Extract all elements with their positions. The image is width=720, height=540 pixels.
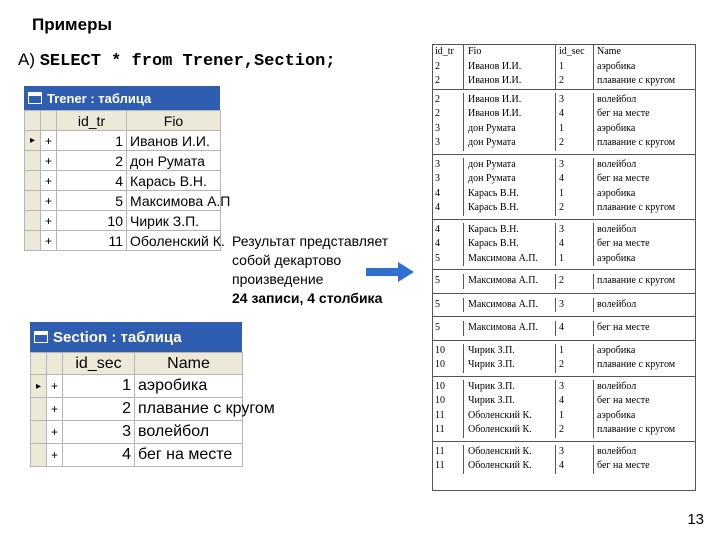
expand-plus-icon[interactable]: +: [41, 231, 57, 251]
result-row: [432, 321, 696, 336]
result-group: [432, 341, 696, 377]
cell-id-tr[interactable]: 11: [57, 231, 127, 251]
result-cell: плавание с кругом: [597, 424, 676, 435]
query-code: SELECT * from Trener,Section;: [39, 52, 336, 71]
cell-fio[interactable]: Иванов И.И.: [127, 131, 221, 151]
result-cell: id_sec: [556, 45, 594, 60]
result-cell: Оболенский К.: [464, 409, 556, 424]
result-cell: 1: [556, 252, 594, 267]
result-row: [432, 158, 696, 173]
result-cell: 11: [432, 423, 464, 438]
section-grid: [30, 352, 275, 467]
result-group: [432, 317, 696, 341]
result-cell: 3: [556, 445, 594, 460]
result-cell: 1: [556, 60, 594, 75]
result-row: [432, 107, 696, 122]
sql-query: [18, 50, 336, 71]
result-cell: 3: [556, 93, 594, 108]
result-cell: аэробика: [597, 344, 636, 356]
result-cell: Максимова А.П.: [464, 274, 556, 289]
note-line-bold: 24 записи, 4 столбика: [232, 290, 383, 306]
result-group: [432, 270, 696, 294]
query-label: A): [18, 50, 35, 69]
column-header-name[interactable]: Name: [135, 353, 243, 375]
cell-fio[interactable]: Максимова А.П: [127, 191, 221, 211]
cartesian-result-table: [432, 44, 696, 477]
result-row: [432, 223, 696, 238]
result-cell: 4: [556, 237, 594, 252]
trener-table-window: [24, 86, 231, 251]
table-row[interactable]: [25, 231, 221, 251]
result-cell: Чирик З.П.: [464, 344, 556, 359]
result-cell: аэробика: [597, 252, 636, 264]
result-row: [432, 423, 696, 438]
result-row: [432, 93, 696, 108]
result-cell: 1: [556, 187, 594, 202]
result-cell: 5: [432, 298, 464, 313]
result-cell: плавание с кругом: [597, 359, 676, 370]
result-cell: 4: [556, 459, 594, 474]
cell-name[interactable]: бег на месте: [135, 444, 243, 467]
result-cell: 3: [556, 380, 594, 395]
table-row[interactable]: [25, 191, 221, 211]
table-row[interactable]: [31, 421, 243, 444]
result-cell: волейбол: [597, 380, 637, 392]
result-row: [432, 298, 696, 313]
result-row: [432, 358, 696, 373]
trener-window-title: Trener : таблица: [47, 90, 152, 106]
result-row: [432, 459, 696, 474]
table-row[interactable]: [31, 398, 243, 421]
table-icon: [34, 331, 48, 343]
result-row: [432, 136, 696, 151]
result-cell: бег на месте: [597, 460, 650, 471]
result-cell: Иванов И.И.: [464, 60, 556, 75]
result-cell: Оболенский К.: [464, 445, 556, 460]
result-group: [432, 44, 696, 90]
result-cell: 3: [556, 298, 594, 313]
column-header-id-sec[interactable]: id_sec: [63, 353, 135, 375]
result-row: [432, 252, 696, 267]
result-cell: 2: [556, 274, 594, 289]
result-row: [432, 172, 696, 187]
row-selector-icon[interactable]: [25, 171, 41, 191]
result-cell: бег на месте: [597, 322, 650, 333]
column-header-fio[interactable]: Fio: [127, 111, 221, 131]
result-cell: Максимова А.П.: [464, 321, 556, 336]
result-cell: бег на месте: [597, 238, 650, 249]
table-row[interactable]: [31, 375, 243, 398]
grid-expand-header: [41, 111, 57, 131]
expand-plus-icon[interactable]: +: [47, 398, 63, 421]
result-group: [432, 90, 696, 155]
expand-plus-icon[interactable]: +: [47, 444, 63, 467]
table-row[interactable]: [25, 151, 221, 171]
expand-plus-icon[interactable]: +: [41, 151, 57, 171]
result-cell: 4: [556, 321, 594, 336]
table-row[interactable]: [25, 171, 221, 191]
row-selector-icon[interactable]: [25, 231, 41, 251]
cell-id-tr[interactable]: 1: [57, 131, 127, 151]
cell-id-sec[interactable]: 3: [63, 421, 135, 444]
result-cell: плавание с кругом: [597, 202, 676, 213]
result-cell: 4: [432, 201, 464, 216]
result-cell: волейбол: [597, 298, 637, 310]
result-row: [432, 74, 696, 89]
cell-id-sec[interactable]: 1: [63, 375, 135, 398]
column-header-id-tr[interactable]: id_tr: [57, 111, 127, 131]
cell-id-sec[interactable]: 4: [63, 444, 135, 467]
section-table-window: [30, 322, 275, 467]
result-cell: 4: [432, 187, 464, 202]
result-group: [432, 294, 696, 318]
cell-name[interactable]: волейбол: [135, 421, 243, 444]
result-cell: бег на месте: [597, 173, 650, 184]
result-cell: 1: [556, 122, 594, 137]
cell-name[interactable]: плавание с кругом: [135, 398, 243, 421]
cell-id-tr[interactable]: 2: [57, 151, 127, 171]
result-cell: Оболенский К.: [464, 459, 556, 474]
result-cell: бег на месте: [597, 108, 650, 119]
cell-fio[interactable]: Чирик З.П.: [127, 211, 221, 231]
result-cell: 5: [432, 252, 464, 267]
result-row: [432, 122, 696, 137]
expand-plus-icon[interactable]: +: [47, 375, 63, 398]
cell-fio[interactable]: Карась В.Н.: [127, 171, 221, 191]
cell-name[interactable]: аэробика: [135, 375, 243, 398]
result-cell: Чирик З.П.: [464, 380, 556, 395]
result-cell: Fio: [464, 45, 556, 60]
result-header-row: [432, 45, 696, 60]
result-cell: Иванов И.И.: [464, 93, 556, 108]
grid-corner[interactable]: [25, 111, 41, 131]
result-cell: 3: [432, 136, 464, 151]
result-row: [432, 344, 696, 359]
result-cell: волейбол: [597, 223, 637, 235]
result-cell: аэробика: [597, 60, 636, 72]
result-group: [432, 155, 696, 220]
result-cell: 3: [556, 223, 594, 238]
grid-expand-header: [47, 353, 63, 375]
result-cell: плавание с кругом: [597, 275, 676, 286]
row-selector-icon[interactable]: [31, 398, 47, 421]
result-cell: 4: [556, 394, 594, 409]
row-selector-icon[interactable]: ▸: [25, 131, 41, 151]
result-row: [432, 60, 696, 75]
result-cell: плавание с кругом: [597, 75, 676, 86]
result-cell: 2: [556, 358, 594, 373]
result-cell: 2: [556, 136, 594, 151]
expand-plus-icon[interactable]: +: [41, 131, 57, 151]
result-cell: 2: [556, 423, 594, 438]
result-cell: 2: [432, 107, 464, 122]
result-cell: Name: [597, 46, 621, 57]
result-row: [432, 187, 696, 202]
result-cell: Оболенский К.: [464, 423, 556, 438]
expand-plus-icon[interactable]: +: [41, 191, 57, 211]
result-cell: Иванов И.И.: [464, 107, 556, 122]
result-cell: Карась В.Н.: [464, 201, 556, 216]
result-cell: бег на месте: [597, 395, 650, 406]
result-cell: 3: [432, 172, 464, 187]
result-cell: плавание с кругом: [597, 137, 676, 148]
result-cell: дон Румата: [464, 136, 556, 151]
result-cell: 10: [432, 344, 464, 359]
result-cell: 4: [432, 223, 464, 238]
result-cell: Карась В.Н.: [464, 187, 556, 202]
result-cell: 11: [432, 445, 464, 460]
result-cell: дон Румата: [464, 158, 556, 173]
grid-corner[interactable]: [31, 353, 47, 375]
result-cell: аэробика: [597, 187, 636, 199]
result-cell: 3: [556, 158, 594, 173]
cell-id-sec[interactable]: 2: [63, 398, 135, 421]
result-cell: аэробика: [597, 122, 636, 134]
result-cell: дон Румата: [464, 172, 556, 187]
result-cell: 3: [432, 158, 464, 173]
result-cell: волейбол: [597, 445, 637, 457]
result-row: [432, 380, 696, 395]
result-cell: волейбол: [597, 158, 637, 170]
result-cell: Максимова А.П.: [464, 252, 556, 267]
result-row: [432, 201, 696, 216]
result-cell: 10: [432, 358, 464, 373]
result-row: [432, 409, 696, 424]
section-window-title: Section : таблица: [53, 328, 182, 346]
cell-id-tr[interactable]: 4: [57, 171, 127, 191]
result-cell: 1: [556, 409, 594, 424]
page-number: 13: [687, 511, 704, 528]
table-icon: [28, 92, 42, 104]
cell-fio[interactable]: дон Румата: [127, 151, 221, 171]
result-row: [432, 445, 696, 460]
result-cell: 2: [432, 93, 464, 108]
result-row: [432, 394, 696, 409]
result-cell: 10: [432, 394, 464, 409]
result-cell: Иванов И.И.: [464, 74, 556, 89]
result-cell: id_tr: [432, 45, 464, 60]
result-row: [432, 274, 696, 289]
right-arrow-icon: [366, 262, 414, 282]
cell-id-tr[interactable]: 10: [57, 211, 127, 231]
expand-plus-icon[interactable]: +: [41, 211, 57, 231]
result-cell: Чирик З.П.: [464, 394, 556, 409]
result-row: [432, 237, 696, 252]
trener-window-titlebar[interactable]: [24, 86, 220, 110]
result-cell: 2: [556, 201, 594, 216]
row-selector-icon[interactable]: [25, 151, 41, 171]
result-cell: 5: [432, 321, 464, 336]
trener-grid: [24, 110, 231, 251]
result-cell: 4: [432, 237, 464, 252]
result-cell: 2: [432, 74, 464, 89]
result-cell: 2: [432, 60, 464, 75]
row-selector-icon[interactable]: [31, 444, 47, 467]
result-note: [232, 232, 388, 308]
result-group: [432, 442, 696, 477]
result-cell: аэробика: [597, 409, 636, 421]
result-cell: Чирик З.П.: [464, 358, 556, 373]
row-selector-icon[interactable]: [25, 191, 41, 211]
result-cell: 10: [432, 380, 464, 395]
result-cell: 1: [556, 344, 594, 359]
result-cell: Карась В.Н.: [464, 237, 556, 252]
result-cell: 3: [432, 122, 464, 137]
row-selector-icon[interactable]: ▸: [31, 375, 47, 398]
result-cell: 11: [432, 409, 464, 424]
result-group: [432, 220, 696, 271]
result-cell: 4: [556, 107, 594, 122]
note-line: собой декартово: [232, 252, 342, 268]
note-line: произведение: [232, 271, 324, 287]
result-cell: Максимова А.П.: [464, 298, 556, 313]
result-cell: 11: [432, 459, 464, 474]
slide-title: Примеры: [32, 15, 112, 34]
note-line: Результат представляет: [232, 233, 389, 249]
result-cell: 5: [432, 274, 464, 289]
cell-fio[interactable]: Оболенский К.: [127, 231, 221, 251]
row-selector-icon[interactable]: [25, 211, 41, 231]
table-row[interactable]: [25, 211, 221, 231]
table-row[interactable]: [31, 444, 243, 467]
result-cell: 2: [556, 74, 594, 89]
expand-plus-icon[interactable]: +: [41, 171, 57, 191]
result-cell: волейбол: [597, 93, 637, 105]
result-group: [432, 377, 696, 442]
table-row[interactable]: [25, 131, 221, 151]
result-cell: дон Румата: [464, 122, 556, 137]
expand-plus-icon[interactable]: +: [47, 421, 63, 444]
result-cell: 4: [556, 172, 594, 187]
result-cell: Карась В.Н.: [464, 223, 556, 238]
cell-id-tr[interactable]: 5: [57, 191, 127, 211]
row-selector-icon[interactable]: [31, 421, 47, 444]
section-window-titlebar[interactable]: [30, 322, 242, 352]
